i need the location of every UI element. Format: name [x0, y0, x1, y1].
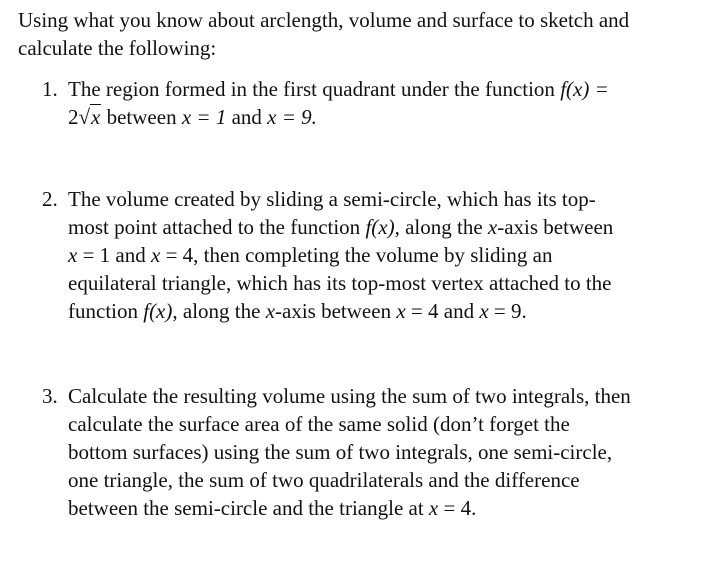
question-2-number: 2.	[42, 187, 58, 211]
q2-text-f: function	[68, 299, 138, 323]
q2-text-g: , along the	[172, 299, 261, 323]
q2-x-c: x	[396, 299, 406, 323]
q2-x-b: x	[151, 243, 161, 267]
question-2-line-4: equilateral triangle, which has its top-most vertex attached to the	[68, 271, 612, 295]
q2-text-c: -axis between	[497, 215, 614, 239]
q2-text-h: -axis between	[275, 299, 392, 323]
q2-x-axis-1: x	[487, 215, 498, 239]
instructions-intro	[18, 6, 698, 62]
question-1-line-2	[68, 103, 682, 131]
sqrt-radicand: x	[91, 105, 101, 129]
question-2-text	[68, 185, 682, 325]
q2-text-j: = 9.	[493, 299, 527, 323]
question-2-line-1: The volume created by sliding a semi-circle, which has its top-	[68, 187, 596, 211]
q1-text-and: and	[231, 105, 262, 129]
q2-text-a: most point attached to the function	[68, 215, 361, 239]
q2-function-1: f(x)	[365, 215, 395, 239]
q2-text-d: = 1 and	[82, 243, 146, 267]
intro-line-1: Using what you know about arclength, volume and surface to sketch and	[18, 8, 630, 32]
sqrt-symbol	[79, 103, 102, 131]
q2-text-b: , along the	[394, 215, 483, 239]
q1-x-upper: x = 9.	[267, 105, 317, 129]
q3-text-b: = 4.	[443, 496, 477, 520]
q1-text-a: The region formed in the first quadrant under the function	[68, 77, 555, 101]
question-1-text	[68, 75, 682, 131]
q3-x: x	[428, 496, 439, 520]
question-3	[42, 382, 682, 522]
question-3-line-1: Calculate the resulting volume using the sum of two integrals, then	[68, 384, 631, 408]
question-2	[42, 185, 682, 325]
question-3-text	[68, 382, 682, 522]
question-2-line-3	[68, 241, 682, 269]
q2-x-d: x	[479, 299, 489, 323]
q2-text-e: = 4, then completing the volume by sliding an	[165, 243, 553, 267]
question-3-line-5	[68, 494, 682, 522]
question-3-line-2: calculate the surface area of the same solid (don’t forget the	[68, 412, 570, 436]
q2-x-a: x	[68, 243, 78, 267]
intro-line-2: calculate the following:	[18, 36, 217, 60]
question-3-line-4: one triangle, the sum of two quadrilaterals and the difference	[68, 468, 580, 492]
question-2-line-5	[68, 297, 682, 325]
sqrt-radical: √	[78, 105, 91, 129]
q2-text-i: = 4 and	[410, 299, 475, 323]
q1-function: f(x) =	[560, 77, 609, 101]
question-1	[42, 75, 682, 131]
question-2-line-2	[68, 213, 682, 241]
question-1-line-1	[68, 75, 682, 103]
question-3-number: 3.	[42, 384, 58, 408]
q1-x-lower: x = 1	[181, 105, 227, 129]
question-3-line-3: bottom surfaces) using the sum of two integrals, one semi-circle,	[68, 440, 613, 464]
q3-text-a: between the semi-circle and the triangle at	[68, 496, 424, 520]
question-1-number: 1.	[42, 77, 58, 101]
q2-function-2: f(x)	[143, 299, 173, 323]
q1-text-between: between	[106, 105, 177, 129]
q2-x-axis-2: x	[265, 299, 276, 323]
q1-coef: 2	[68, 105, 79, 129]
